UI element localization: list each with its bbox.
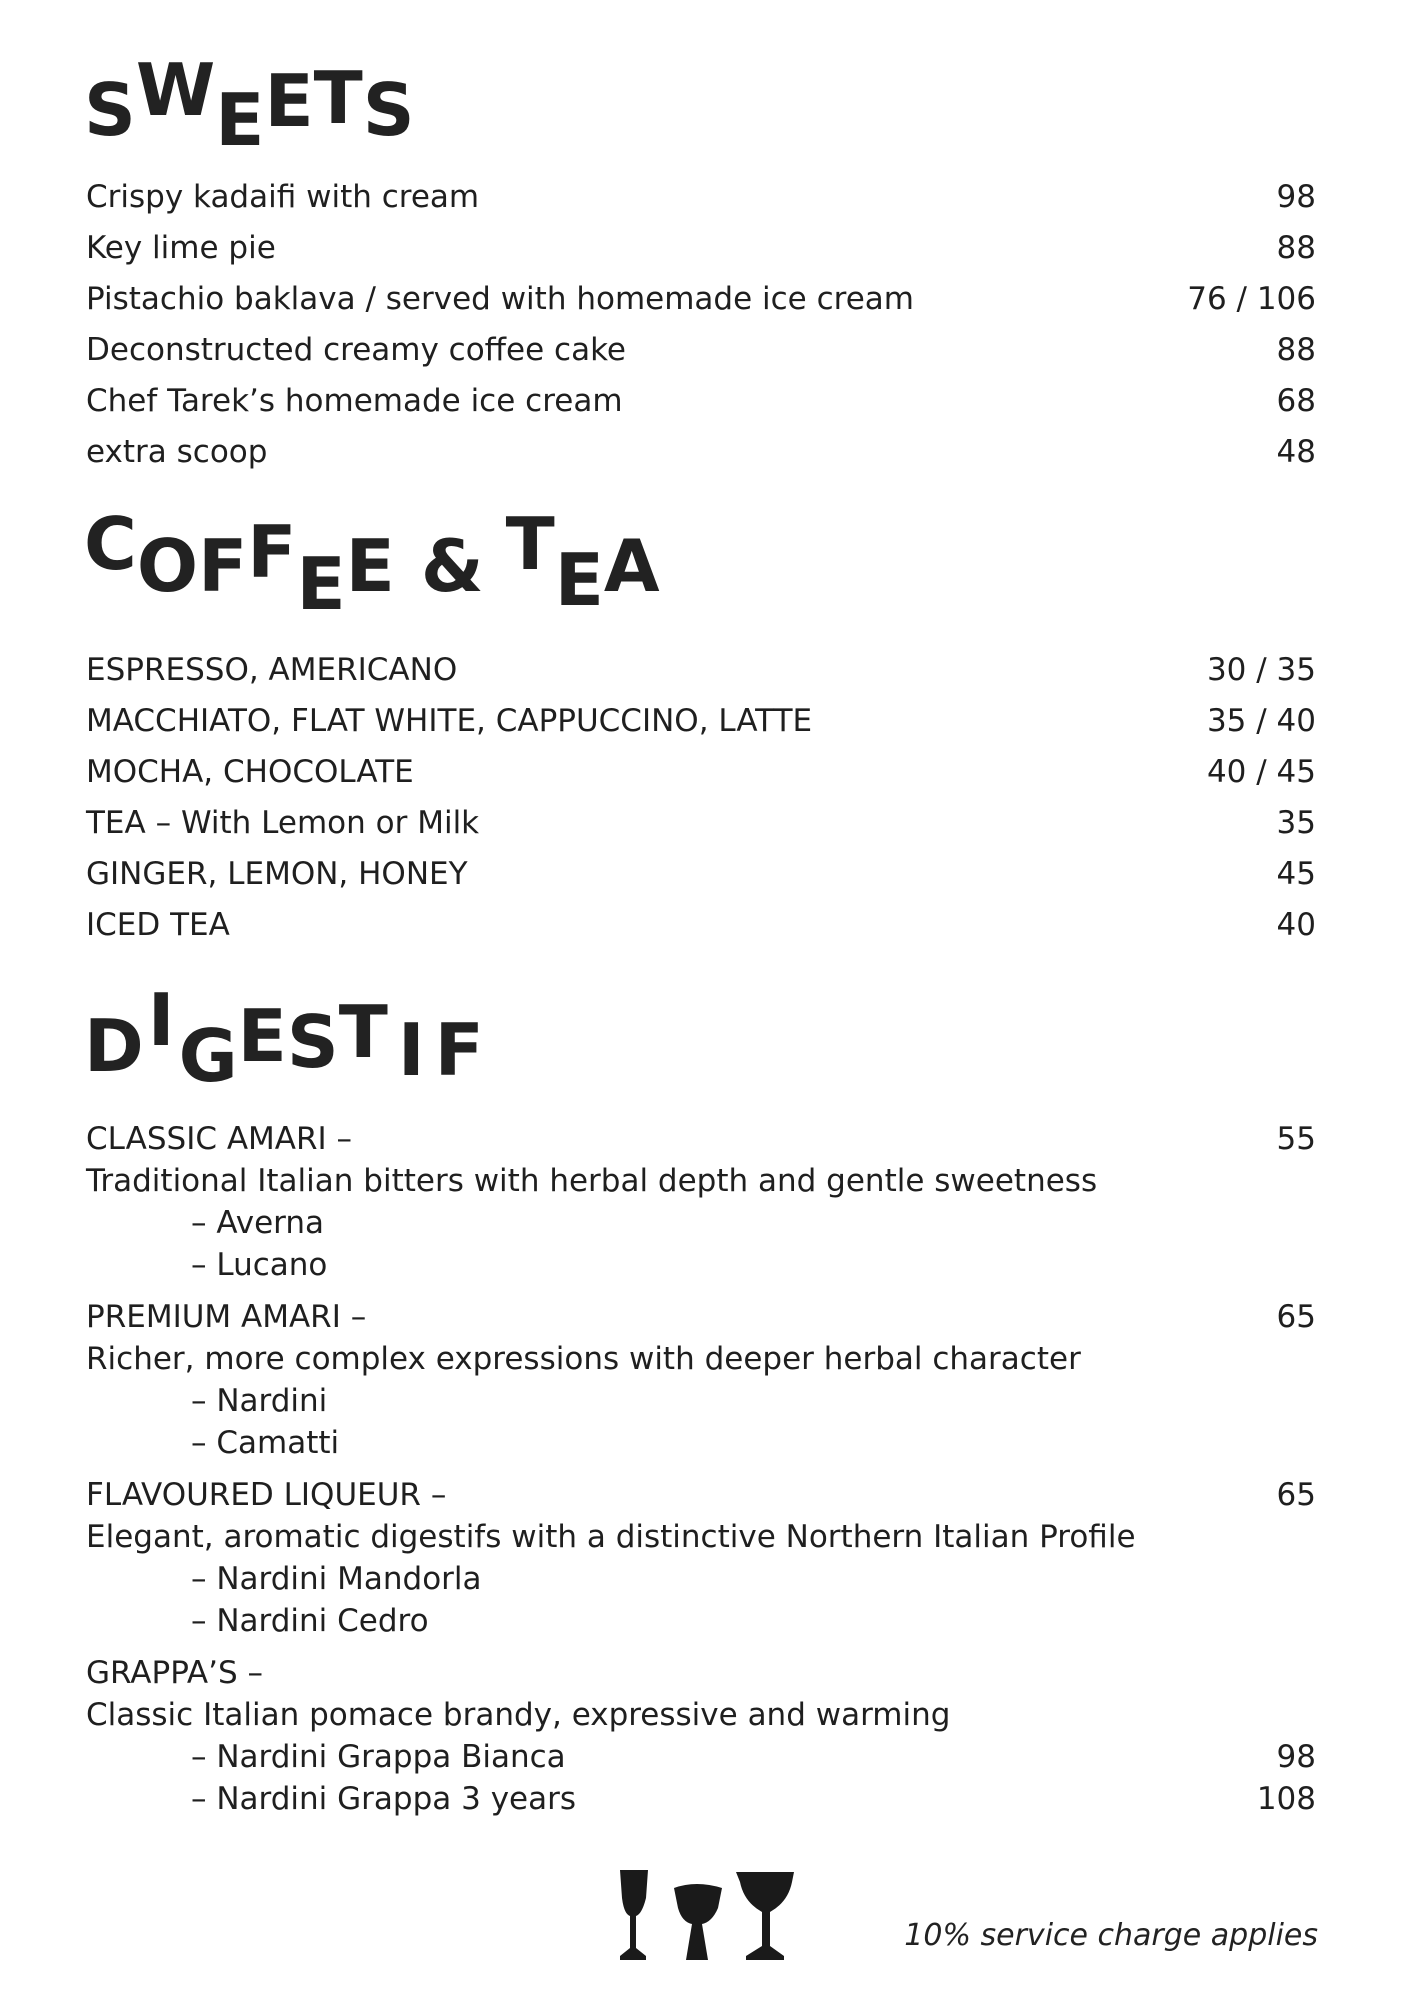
digestif-group [86,1474,1316,1642]
option-item [86,1778,1316,1820]
item-price: 35 / 40 [1206,703,1316,739]
coffee-tea-list [86,645,1316,951]
group-price: 65 [1276,1299,1316,1335]
option-name: – Nardini Cedro [191,1603,429,1639]
goblet-icon [674,1884,722,1960]
menu-item [86,376,1316,427]
item-name: Chef Tarek’s homemade ice cream [86,383,623,419]
heading-letter: & [420,524,484,608]
group-description: Classic Italian pomace brandy, expressive and warming [86,1697,951,1733]
group-price: 55 [1276,1121,1316,1157]
item-price: 98 [1276,179,1316,215]
menu-item [86,696,1316,747]
option-name: – Nardini Grappa 3 years [191,1781,577,1817]
cocktail-glass-icon [736,1872,794,1960]
option-item [86,1736,1316,1778]
item-price: 76 / 106 [1187,281,1316,317]
group-header [86,1474,1316,1516]
option-name: – Nardini [191,1383,328,1419]
digestif-group [86,1296,1316,1464]
item-name: Pistachio baklava / served with homemade ice cream [86,281,914,317]
digestif-list [86,1118,1316,1830]
sweets-heading [84,48,415,182]
item-name: ESPRESSO, AMERICANO [86,652,458,688]
option-name: – Nardini Mandorla [191,1561,482,1597]
heading-letter: F [247,510,297,594]
item-price: 30 / 35 [1206,652,1316,688]
item-name: MOCHA, CHOCOLATE [86,754,414,790]
group-header [86,1652,1316,1694]
group-name: FLAVOURED LIQUEUR – [86,1477,447,1513]
menu-item [86,900,1316,951]
service-charge-note: 10% service charge applies [904,1918,1318,1953]
item-price: 88 [1276,332,1316,368]
heading-letter: E [345,524,395,608]
heading-letter: E [554,538,604,622]
option-item [86,1380,1316,1422]
item-name: GINGER, LEMON, HONEY [86,856,468,892]
digestif-heading [84,978,484,1110]
heading-letter: E [237,994,287,1078]
heading-letter: W [135,48,216,132]
sweets-list [86,172,1316,478]
heading-letter: O [136,524,199,608]
heading-letter: F [434,1008,484,1092]
heading-letter: T [313,56,363,140]
glasses-illustration [612,1868,822,1964]
item-name: Crispy kadaifi with cream [86,179,480,215]
heading-letter: C [84,502,137,586]
digestif-group [86,1118,1316,1286]
option-item [86,1244,1316,1286]
option-name: – Lucano [191,1247,328,1283]
item-price: 40 / 45 [1206,754,1316,790]
option-price: 98 [1276,1739,1316,1775]
option-name: – Camatti [191,1425,340,1461]
menu-item [86,747,1316,798]
option-name: – Averna [191,1205,325,1241]
item-price: 35 [1276,805,1316,841]
heading-letter: E [264,59,314,143]
item-name: ICED TEA [86,907,230,943]
group-name: PREMIUM AMARI – [86,1299,367,1335]
option-price: 108 [1256,1781,1316,1817]
item-name: Key lime pie [86,230,276,266]
heading-letter: A [603,524,660,608]
item-name: MACCHIATO, FLAT WHITE, CAPPUCCINO, LATTE [86,703,813,739]
item-price: 88 [1276,230,1316,266]
menu-item [86,645,1316,696]
item-price: 68 [1276,383,1316,419]
heading-letter: T [505,502,555,586]
option-item [86,1422,1316,1464]
group-name: GRAPPA’S – [86,1655,264,1691]
group-description: Traditional Italian bitters with herbal depth and gentle sweetness [86,1163,1098,1199]
heading-letter: D [84,1004,144,1088]
option-name: – Nardini Grappa Bianca [191,1739,566,1775]
group-header [86,1296,1316,1338]
heading-letter: I [147,978,175,1062]
menu-item [86,325,1316,376]
item-price: 40 [1276,907,1316,943]
digestif-group [86,1652,1316,1820]
heading-letter: S [286,1000,339,1084]
option-item [86,1558,1316,1600]
group-description: Elegant, aromatic digestifs with a distinctive Northern Italian Profile [86,1519,1136,1555]
menu-item [86,172,1316,223]
option-item [86,1202,1316,1244]
menu-item [86,223,1316,274]
menu-item [86,274,1316,325]
heading-letter: I [397,1008,425,1092]
menu-item [86,849,1316,900]
heading-letter: E [215,78,265,162]
menu-item [86,427,1316,478]
heading-letter: S [84,68,136,152]
coffee-tea-heading [84,502,660,628]
item-name: Deconstructed creamy coffee cake [86,332,627,368]
option-item [86,1600,1316,1642]
heading-letter: T [338,990,388,1074]
item-price: 45 [1276,856,1316,892]
group-header [86,1118,1316,1160]
wine-glass-icon [620,1870,648,1960]
item-name: extra scoop [86,434,268,470]
heading-letter: S [362,68,415,152]
group-price: 65 [1276,1477,1316,1513]
item-price: 48 [1276,434,1316,470]
group-name: CLASSIC AMARI – [86,1121,353,1157]
item-name: TEA – With Lemon or Milk [86,805,480,841]
heading-letter: F [198,524,248,608]
heading-letter: G [178,1014,238,1098]
heading-letter: E [296,542,346,626]
menu-item [86,798,1316,849]
group-description: Richer, more complex expressions with deeper herbal character [86,1341,1081,1377]
